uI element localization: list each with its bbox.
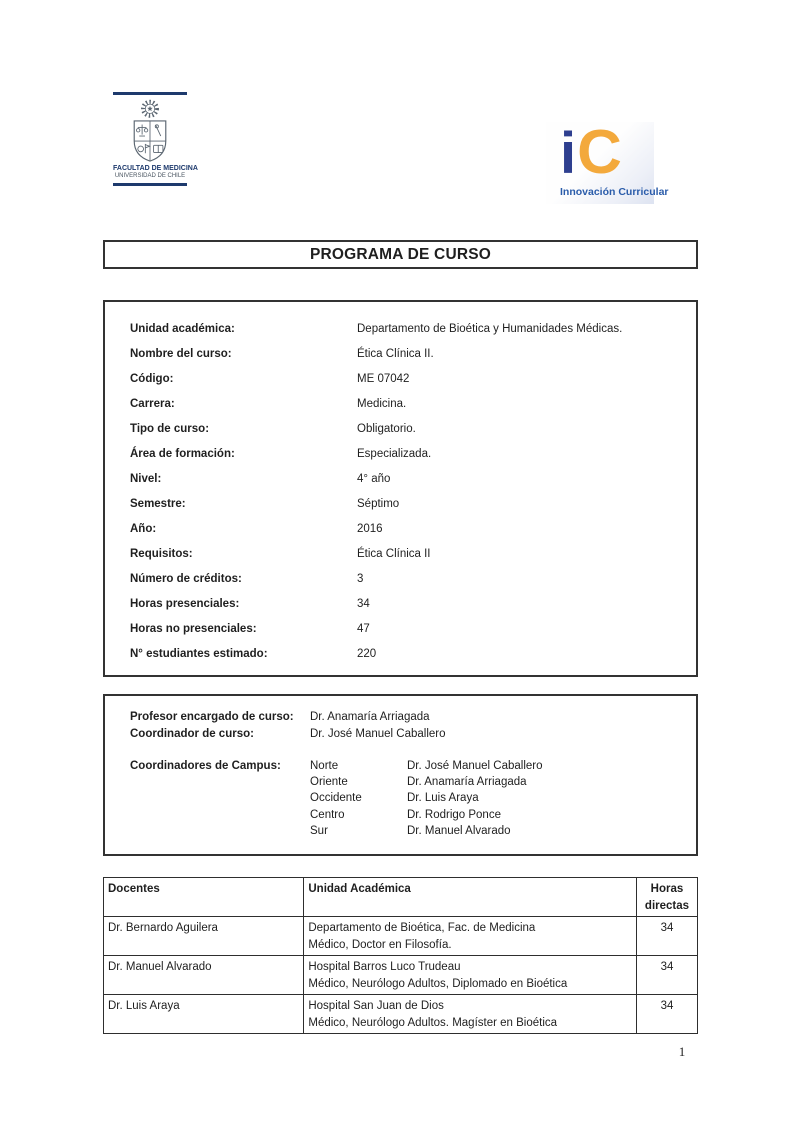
table-row	[104, 956, 698, 995]
header-unidad-academica: Unidad Académica	[304, 878, 637, 917]
field-semestre	[105, 492, 696, 517]
university-crest-icon	[117, 98, 183, 164]
campus-name: Occidente	[310, 792, 362, 805]
unidad-line-1: Departamento de Bioética, Fac. de Medicina	[308, 922, 536, 934]
field-label: Código:	[130, 373, 174, 385]
coordinator-name: Dr. Luis Araya	[407, 792, 479, 805]
logo-bottom-rule	[113, 183, 187, 186]
field-label: Horas presenciales:	[130, 598, 240, 610]
facultad-medicina-logo	[113, 92, 198, 186]
field-label: Nivel:	[130, 473, 162, 485]
campus-row-oriente	[105, 774, 696, 790]
ic-letter-i: i	[560, 121, 577, 186]
coordinator-name: Dr. Manuel Alvarado	[407, 824, 511, 837]
field-value: 34	[357, 598, 370, 610]
docente-name: Dr. Bernardo Aguilera	[104, 917, 304, 956]
field-value: 220	[357, 648, 377, 660]
coordinator-name: Dr. José Manuel Caballero	[407, 760, 543, 772]
field-ano	[105, 517, 696, 542]
page-number: 1	[678, 1044, 686, 1059]
coordinator-name: Dr. Rodrigo Ponce	[407, 808, 501, 821]
unidad-line-1: Hospital Barros Luco Trudeau	[308, 961, 461, 973]
field-carrera	[105, 392, 696, 417]
campus-row-sur	[105, 823, 696, 839]
field-value: Medicina.	[357, 398, 407, 410]
field-area-formacion	[105, 442, 696, 467]
docente-name: Dr. Luis Araya	[104, 995, 304, 1034]
field-horas-presenciales	[105, 592, 696, 617]
campus-row-occidente	[105, 790, 696, 806]
course-info-box	[103, 300, 698, 677]
campus-coordinators-label: Coordinadores de Campus:	[130, 760, 281, 772]
campus-row-centro	[105, 807, 696, 823]
campus-name: Sur	[310, 824, 328, 837]
campus-name: Centro	[310, 808, 345, 821]
docente-horas: 34	[636, 995, 697, 1034]
field-value: Especializada.	[357, 448, 432, 460]
field-numero-creditos	[105, 567, 696, 592]
universidad-chile-label: UNIVERSIDAD DE CHILE	[114, 173, 186, 179]
field-value: 47	[357, 623, 370, 635]
page-title-text: PROGRAMA DE CURSO	[309, 246, 492, 263]
staff-profesor-encargado	[105, 709, 696, 726]
table-header-row	[104, 878, 698, 917]
staff-label: Profesor encargado de curso:	[130, 711, 294, 723]
field-label: Número de créditos:	[130, 573, 242, 585]
field-label: N° estudiantes estimado:	[130, 648, 268, 660]
ic-caption: Innovación Curricular	[560, 186, 669, 198]
docente-unidad	[304, 956, 637, 995]
staff-box	[103, 694, 698, 856]
field-value: 2016	[357, 523, 383, 535]
docente-unidad	[304, 917, 637, 956]
facultad-medicina-label: FACULTAD DE MEDICINA	[113, 165, 198, 172]
ic-letter-c: C	[577, 118, 622, 187]
docentes-table	[103, 877, 698, 1034]
ic-monogram-icon	[560, 118, 654, 187]
table-row	[104, 917, 698, 956]
logo-top-rule	[113, 92, 187, 95]
campus-name: Oriente	[310, 776, 348, 789]
staff-coordinador-curso	[105, 726, 696, 743]
table-row	[104, 995, 698, 1034]
staff-value: Dr. Anamaría Arriagada	[310, 711, 430, 723]
field-nombre-curso	[105, 342, 696, 367]
coordinator-name: Dr. Anamaría Arriagada	[407, 776, 527, 789]
staff-value: Dr. José Manuel Caballero	[310, 727, 446, 740]
field-label: Unidad académica:	[130, 323, 235, 335]
docente-unidad	[304, 995, 637, 1034]
field-nivel	[105, 467, 696, 492]
field-value: Obligatorio.	[357, 423, 416, 435]
field-value: 4° año	[357, 473, 391, 485]
field-label: Año:	[130, 523, 157, 535]
field-label: Horas no presenciales:	[130, 623, 257, 635]
unidad-line-1: Hospital San Juan de Dios	[308, 1000, 444, 1012]
unidad-line-2: Médico, Neurólogo Adultos, Diplomado en Bioética	[308, 977, 568, 990]
campus-row-norte	[105, 758, 696, 774]
field-estudiantes-estimado	[105, 642, 696, 667]
page-title	[103, 240, 698, 269]
innovacion-curricular-logo	[546, 118, 669, 204]
header-docentes: Docentes	[104, 878, 304, 917]
campus-name: Norte	[310, 760, 339, 772]
field-value: 3	[357, 573, 364, 585]
header-horas-directas: Horas directas	[636, 878, 697, 917]
field-label: Carrera:	[130, 398, 175, 410]
field-unidad-academica	[105, 317, 696, 342]
field-value: Departamento de Bioética y Humanidades Médicas.	[357, 323, 623, 335]
field-horas-no-presenciales	[105, 617, 696, 642]
field-label: Tipo de curso:	[130, 423, 210, 435]
field-value: Ética Clínica II	[357, 548, 431, 560]
campus-coordinators-block	[105, 758, 696, 839]
docente-horas: 34	[636, 956, 697, 995]
unidad-line-2: Médico, Doctor en Filosofía.	[308, 938, 452, 951]
docente-horas: 34	[636, 917, 697, 956]
field-codigo	[105, 367, 696, 392]
field-label: Semestre:	[130, 498, 186, 510]
staff-label: Coordinador de curso:	[130, 727, 254, 740]
field-value: Séptimo	[357, 498, 400, 510]
field-label: Área de formación:	[130, 448, 235, 460]
field-tipo-curso	[105, 417, 696, 442]
field-label: Nombre del curso:	[130, 348, 232, 360]
field-value: ME 07042	[357, 373, 410, 385]
field-requisitos	[105, 542, 696, 567]
docente-name: Dr. Manuel Alvarado	[104, 956, 304, 995]
field-value: Ética Clínica II.	[357, 348, 434, 360]
unidad-line-2: Médico, Neurólogo Adultos. Magíster en Bioética	[308, 1016, 558, 1029]
field-label: Requisitos:	[130, 548, 193, 560]
